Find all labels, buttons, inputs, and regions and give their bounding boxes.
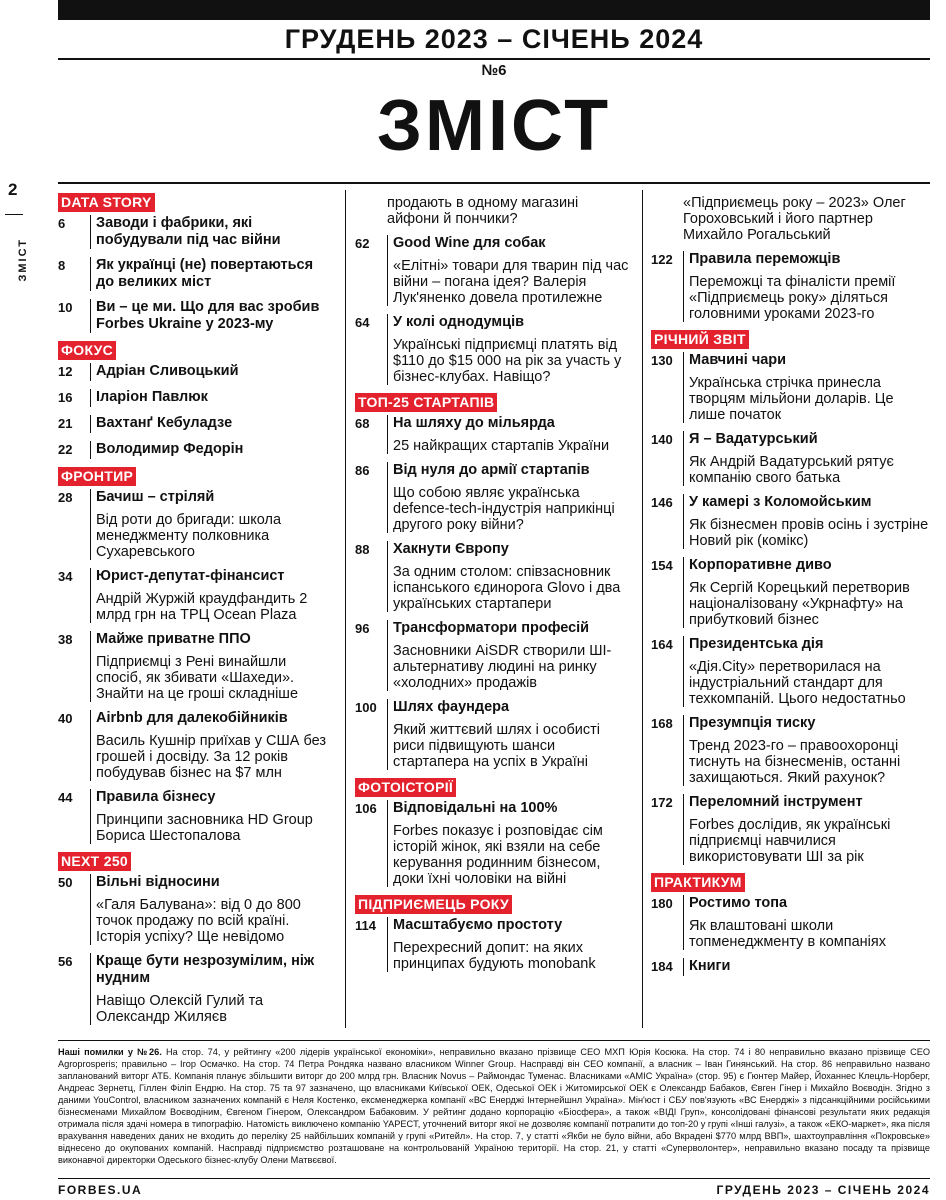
entry-body <box>683 431 930 486</box>
side-page-number: 2 <box>8 180 18 199</box>
entry-description: Як влаштовані школи топменеджменту в компаніях <box>689 918 886 950</box>
entry-page-number: 50 <box>58 875 73 890</box>
entry-page-number: 184 <box>651 959 673 974</box>
section-label: ФОТОІСТОРІЇ <box>355 778 456 797</box>
entry-page-number: 10 <box>58 300 73 315</box>
toc-entry[interactable] <box>58 874 335 945</box>
section-label: РІЧНИЙ ЗВІТ <box>651 330 749 349</box>
section-label: ФОКУС <box>58 341 116 360</box>
entry-page-number: 168 <box>651 716 673 731</box>
entry-body <box>387 800 633 887</box>
entry-description: Як Андрій Вадатурський рятує компанію свого батька <box>689 454 894 486</box>
entry-description: Василь Кушнір приїхав у США без грошей і досвіду. За 12 років побудував бізнес на $7 млн <box>96 733 326 781</box>
toc-entry[interactable] <box>651 715 930 786</box>
entry-page-number: 130 <box>651 353 673 368</box>
entry-title[interactable]: У колі однодумців <box>393 314 525 330</box>
entry-title[interactable]: Бачиш – стріляй <box>96 489 215 505</box>
entry-description: Тренд 2023-го – правоохоронці тиснуть на бізнесменів, останні захищаються. Який рахунок? <box>689 738 901 786</box>
entry-page-number: 164 <box>651 637 673 652</box>
toc-column-2 <box>355 193 633 980</box>
entry-title[interactable]: Презумпція тиску <box>689 715 816 731</box>
entry-title[interactable]: Масштабуємо простоту <box>393 917 563 933</box>
section-label: ПРАКТИКУМ <box>651 873 745 892</box>
toc-entry[interactable] <box>355 620 633 691</box>
side-section-label: ЗМІСТ <box>17 238 29 282</box>
entry-description: «Галя Балувана»: від 0 до 800 точок продажу по всій країні. Історія успіху? Ще невідомо <box>96 897 301 945</box>
entry-description: Як бізнесмен провів осінь і зустріне Новий рік (комікс) <box>689 517 929 549</box>
entry-body <box>683 251 930 322</box>
entry-body <box>90 415 335 433</box>
entry-description: Українські підприємці платять від $110 до $15 000 на рік за участь у бізнес-клубах. Навіщо? <box>393 337 622 385</box>
entry-page-number: 114 <box>355 918 376 933</box>
toc-entry[interactable] <box>58 299 335 333</box>
entry-title[interactable]: Трансформатори професій <box>393 620 590 636</box>
entry-title[interactable]: Майже приватне ППО <box>96 631 251 647</box>
entry-body <box>387 541 633 612</box>
entry-page-number: 8 <box>58 258 66 273</box>
continued-text: продають в одному магазині айфони й пончики? <box>387 195 579 227</box>
toc-entry[interactable] <box>58 415 335 433</box>
entry-title[interactable]: Вільні відносини <box>96 874 220 890</box>
section-label: ПІДПРИЄМЕЦЬ РОКУ <box>355 895 512 914</box>
entry-description: Який життєвий шлях і особисті риси підвищують шанси стартапера на успіх в Україні <box>393 722 600 770</box>
header-rule <box>58 58 930 60</box>
entry-body <box>90 257 335 291</box>
entry-title[interactable]: Переломний інструмент <box>689 794 863 810</box>
entry-page-number: 172 <box>651 795 673 810</box>
entry-page-number: 40 <box>58 711 73 726</box>
entry-description: Переможці та фіналісти премії «Підприємець року» діляться головними уроками 2023-го <box>689 274 896 322</box>
entry-title[interactable]: Книги <box>689 958 731 974</box>
entry-page-number: 122 <box>651 252 673 267</box>
entry-body <box>387 462 633 533</box>
entry-title[interactable]: У камері з Коломойським <box>689 494 872 510</box>
entry-page-number: 62 <box>355 236 370 251</box>
toc-entry[interactable] <box>58 363 335 381</box>
entry-page-number: 140 <box>651 432 673 447</box>
entry-title[interactable]: Ростимо топа <box>689 895 788 911</box>
entry-title[interactable]: Володимир Федорін <box>96 441 244 457</box>
entry-description: Засновники AiSDR створили ШІ-альтернативу людині на ринку «холодних» продажів <box>393 643 612 691</box>
toc-entry[interactable] <box>58 789 335 844</box>
entry-body <box>683 895 930 950</box>
entry-body <box>90 441 335 459</box>
entry-description: Принципи засновника HD Group Бориса Шестопалова <box>96 812 313 844</box>
errata-text: На стор. 74, у рейтингу «200 лідерів української економіки», неправильно вказано прізвище CEO МХП Юрія Косюка. На стор. 74 і 80 неправильно вказано прізвище CEO Agroprosperis; правильно – Ігор Осмачко. На стор. 74 Петра Рондяка названо власником Winner Group. Насправді він CEO компанії, а власник – Іван Гинянський. На стор. 86 неправильно названо запланований виторг АТБ. Компанія планує збільшити виторг до 200 млрд грн. Власник Novus – Раймондас Туменас. Власниками «АМІС Україна» (стор. 95) є Гюнтер Майер, Йоханнес Клецль-Норберг, Андреас Зернетц, Гіллен Філіп Ендрю. На стор. 75 та 97 зазначено, що власниками Київської ОЕК, Одеської ОЕК і Житомирської ОЕК є Олександр Бабаков, Євген Гінер і Михайло Воєводін. Згідно з даними YouControl, власником зазначених компаній є Неля Костенко, ексменеджерка компанії «ВС Енерджі Інтернейшнл Україна». Мін'юст і СБУ пов'язують «ВС Енерджі» з підсанкційними російськими бізнесменами Михайлом Воєводіним, Євгеном Гінером, Олександром Бабаковим. У рейтинг додано корпорацію «Біосфера», а також «ВІДІ Груп», консолідовані фінансові результати яких редакція отримала після здачі номера в типографію. Натомість виключено компанію YAPECT, уточнений виторг якої не дозволяє компанії потрапити до топ-20 у групі «Інші галузі», а також «ЕКО-маркет», яка після врахування наведених даних не входить до переліку 25 найбільших компаній у групі «Ритейл». На стор. 7, у статті «Якби не було війни, або Вкрадені $770 млрд ВВП», шахтоуправління «Покровське» віднесено до окупованих компаній. Насправді підприємство розташоване на контрольованій Україною території. На стор. 21, у статті «Суперволонтер», неправильно вказано посаду та прізвище виконавчої директорки Одеського бізнес-клубу Олени Матвєєвої. <box>58 1047 930 1165</box>
issue-number: №6 <box>481 62 507 79</box>
entry-description: Що собою являє українська defence-tech-індустрія наприкінці другого року війни? <box>393 485 615 533</box>
entry-body <box>90 363 335 381</box>
title-rule <box>58 182 930 184</box>
entry-body <box>683 715 930 786</box>
entry-description: Андрій Журжій краудфандить 2 млрд грн на ТРЦ Ocean Plaza <box>96 591 308 623</box>
entry-page-number: 88 <box>355 542 370 557</box>
entry-title[interactable]: Ви – це ми. Що для вас зробив Forbes Ukraine у 2023-му <box>96 299 320 332</box>
entry-title[interactable]: Адріан Сливоцький <box>96 363 239 379</box>
errata-rule <box>58 1040 930 1041</box>
entry-body <box>90 953 335 1025</box>
toc-entry[interactable] <box>355 699 633 770</box>
entry-page-number: 100 <box>355 700 377 715</box>
entry-body <box>90 710 335 781</box>
toc-entry[interactable] <box>651 431 930 486</box>
entry-title[interactable]: Відповідальні на 100% <box>393 800 558 816</box>
entry-body <box>683 636 930 707</box>
entry-page-number: 44 <box>58 790 73 805</box>
entry-page-number: 146 <box>651 495 673 510</box>
toc-entry[interactable] <box>651 557 930 628</box>
errata-note <box>58 1046 930 1166</box>
toc-entry[interactable] <box>355 314 633 385</box>
entry-description: Навіщо Олексій Гулий та Олександр Жиляєв <box>96 993 264 1025</box>
entry-page-number: 34 <box>58 569 73 584</box>
entry-body <box>387 235 633 306</box>
entry-body <box>387 314 633 385</box>
entry-page-number: 106 <box>355 801 377 816</box>
entry-description: «Елітні» товари для тварин під час війни – погана ідея? Валерія Лук'яненко довела протилежне <box>393 258 629 306</box>
entry-description: Перехресний допит: на яких принципах будують monobank <box>393 940 596 972</box>
errata-label: Наші помилки у №26. <box>58 1047 162 1057</box>
entry-title[interactable]: На шляху до мільярда <box>393 415 555 431</box>
toc-entry[interactable] <box>651 958 930 976</box>
entry-body <box>387 620 633 691</box>
toc-entry[interactable] <box>58 257 335 291</box>
toc-entry[interactable] <box>58 631 335 702</box>
entry-description: «Дія.City» перетворилася на індустріальний стандарт для техкомпаній. Цього недостатньо <box>689 659 906 707</box>
entry-body <box>90 299 335 333</box>
toc-entry[interactable] <box>58 953 335 1025</box>
entry-page-number: 28 <box>58 490 73 505</box>
entry-body <box>90 489 335 560</box>
entry-title[interactable]: Юрист-депутат-фінансист <box>96 568 285 584</box>
entry-title[interactable]: Заводи і фабрики, які побудували під час війни <box>96 215 281 248</box>
entry-page-number: 68 <box>355 416 370 431</box>
entry-description: Підприємці з Рені винайшли спосіб, як збивати «Шахеди». Знайти на це гроші складніше <box>96 654 299 702</box>
section-label: ТОП-25 СТАРТАПІВ <box>355 393 497 412</box>
entry-title[interactable]: Правила бізнесу <box>96 789 216 805</box>
entry-title[interactable]: Правила переможців <box>689 251 841 267</box>
entry-body <box>683 494 930 549</box>
entry-body <box>683 958 930 976</box>
toc-entry[interactable] <box>651 794 930 865</box>
entry-title[interactable]: Я – Вадатурський <box>689 431 818 447</box>
entry-title[interactable]: Від нуля до армії стартапів <box>393 462 590 478</box>
top-black-bar <box>58 0 930 20</box>
entry-title[interactable]: Good Wine для собак <box>393 235 546 251</box>
entry-title[interactable]: Шлях фаундера <box>393 699 510 715</box>
entry-page-number: 22 <box>58 442 73 457</box>
entry-title[interactable]: Іларіон Павлюк <box>96 389 208 405</box>
entry-body <box>90 631 335 702</box>
issue-date: ГРУДЕНЬ 2023 – СІЧЕНЬ 2024 <box>284 24 704 54</box>
toc-column-3 <box>651 193 930 984</box>
entry-body <box>90 389 335 407</box>
toc-entry[interactable] <box>355 917 633 972</box>
section-label: ФРОНТИР <box>58 467 136 486</box>
entry-page-number: 96 <box>355 621 370 636</box>
entry-body <box>387 917 633 972</box>
toc-entry[interactable] <box>355 415 633 454</box>
toc-entry[interactable] <box>355 462 633 533</box>
entry-page-number: 6 <box>58 216 66 231</box>
entry-title[interactable]: Президентська дія <box>689 636 824 652</box>
toc-entry[interactable] <box>651 636 930 707</box>
entry-body <box>90 874 335 945</box>
entry-page-number: 64 <box>355 315 370 330</box>
entry-page-number: 56 <box>58 954 73 969</box>
entry-description: Від роти до бригади: школа менеджменту полковника Сухаревського <box>96 512 282 560</box>
footer-site: FORBES.UA <box>58 1183 143 1197</box>
entry-description: Українська стрічка принесла творцям мільйони доларів. Це лише початок <box>689 375 894 423</box>
toc-entry[interactable] <box>58 489 335 560</box>
column-divider <box>642 190 643 1028</box>
entry-page-number: 180 <box>651 896 673 911</box>
section-label: NEXT 250 <box>58 852 131 871</box>
toc-entry[interactable] <box>58 215 335 249</box>
footer-date: ГРУДЕНЬ 2023 – СІЧЕНЬ 2024 <box>716 1183 930 1197</box>
entry-title[interactable]: Хакнути Європу <box>393 541 509 557</box>
entry-title[interactable]: Краще бути незрозумілим, ніж нудним <box>96 953 315 986</box>
entry-description: Forbes дослідив, як українські підприємці навчилися використовувати ШІ за рік <box>689 817 891 865</box>
toc-entry[interactable] <box>355 235 633 306</box>
entry-page-number: 12 <box>58 364 73 379</box>
entry-body <box>387 415 633 454</box>
entry-title[interactable]: Як українці (не) повертаються до великих міст <box>96 257 314 290</box>
entry-body <box>683 352 930 423</box>
toc-entry[interactable] <box>58 568 335 623</box>
entry-page-number: 86 <box>355 463 370 478</box>
footer-rule <box>58 1178 930 1179</box>
entry-body <box>90 215 335 249</box>
toc-entry[interactable] <box>651 251 930 322</box>
toc-entry[interactable] <box>58 441 335 459</box>
entry-title[interactable]: Корпоративне диво <box>689 557 832 573</box>
entry-description: Forbes показує і розповідає сім історій жінок, які взяли на себе керування родинним бізнесом, доки їхні чоловіки на війні <box>393 823 603 887</box>
toc-column-1 <box>58 193 335 1033</box>
toc-entry[interactable] <box>355 800 633 887</box>
entry-page-number: 38 <box>58 632 73 647</box>
entry-body <box>683 557 930 628</box>
side-divider <box>5 214 23 215</box>
entry-title[interactable]: Мавчині чари <box>689 352 787 368</box>
toc-entry[interactable] <box>651 352 930 423</box>
entry-page-number: 154 <box>651 558 673 573</box>
toc-entry[interactable] <box>58 710 335 781</box>
entry-description: Як Сергій Корецький перетворив націоналізовану «Укрнафту» на прибутковий бізнес <box>689 580 910 628</box>
toc-entry[interactable] <box>58 389 335 407</box>
toc-entry[interactable] <box>355 541 633 612</box>
entry-title[interactable]: Вахтанґ Кебуладзе <box>96 415 233 431</box>
entry-body <box>90 789 335 844</box>
entry-body <box>387 699 633 770</box>
entry-description: 25 найкращих стартапів України <box>393 438 610 454</box>
entry-title[interactable]: Airbnb для далекобійників <box>96 710 288 726</box>
entry-body <box>683 794 930 865</box>
continued-text: «Підприємець року – 2023» Олег Гороховський і його партнер Михайло Рогальський <box>683 195 906 243</box>
page-title: ЗМІСТ <box>376 86 612 166</box>
toc-entry[interactable] <box>651 895 930 950</box>
entry-body <box>90 568 335 623</box>
column-divider <box>345 190 346 1028</box>
entry-page-number: 21 <box>58 416 73 431</box>
toc-entry[interactable] <box>651 494 930 549</box>
section-label: DATA STORY <box>58 193 155 212</box>
entry-page-number: 16 <box>58 390 73 405</box>
entry-description: За одним столом: співзасновник іспанського єдинорога Glovo і два українських стартапери <box>393 564 621 612</box>
